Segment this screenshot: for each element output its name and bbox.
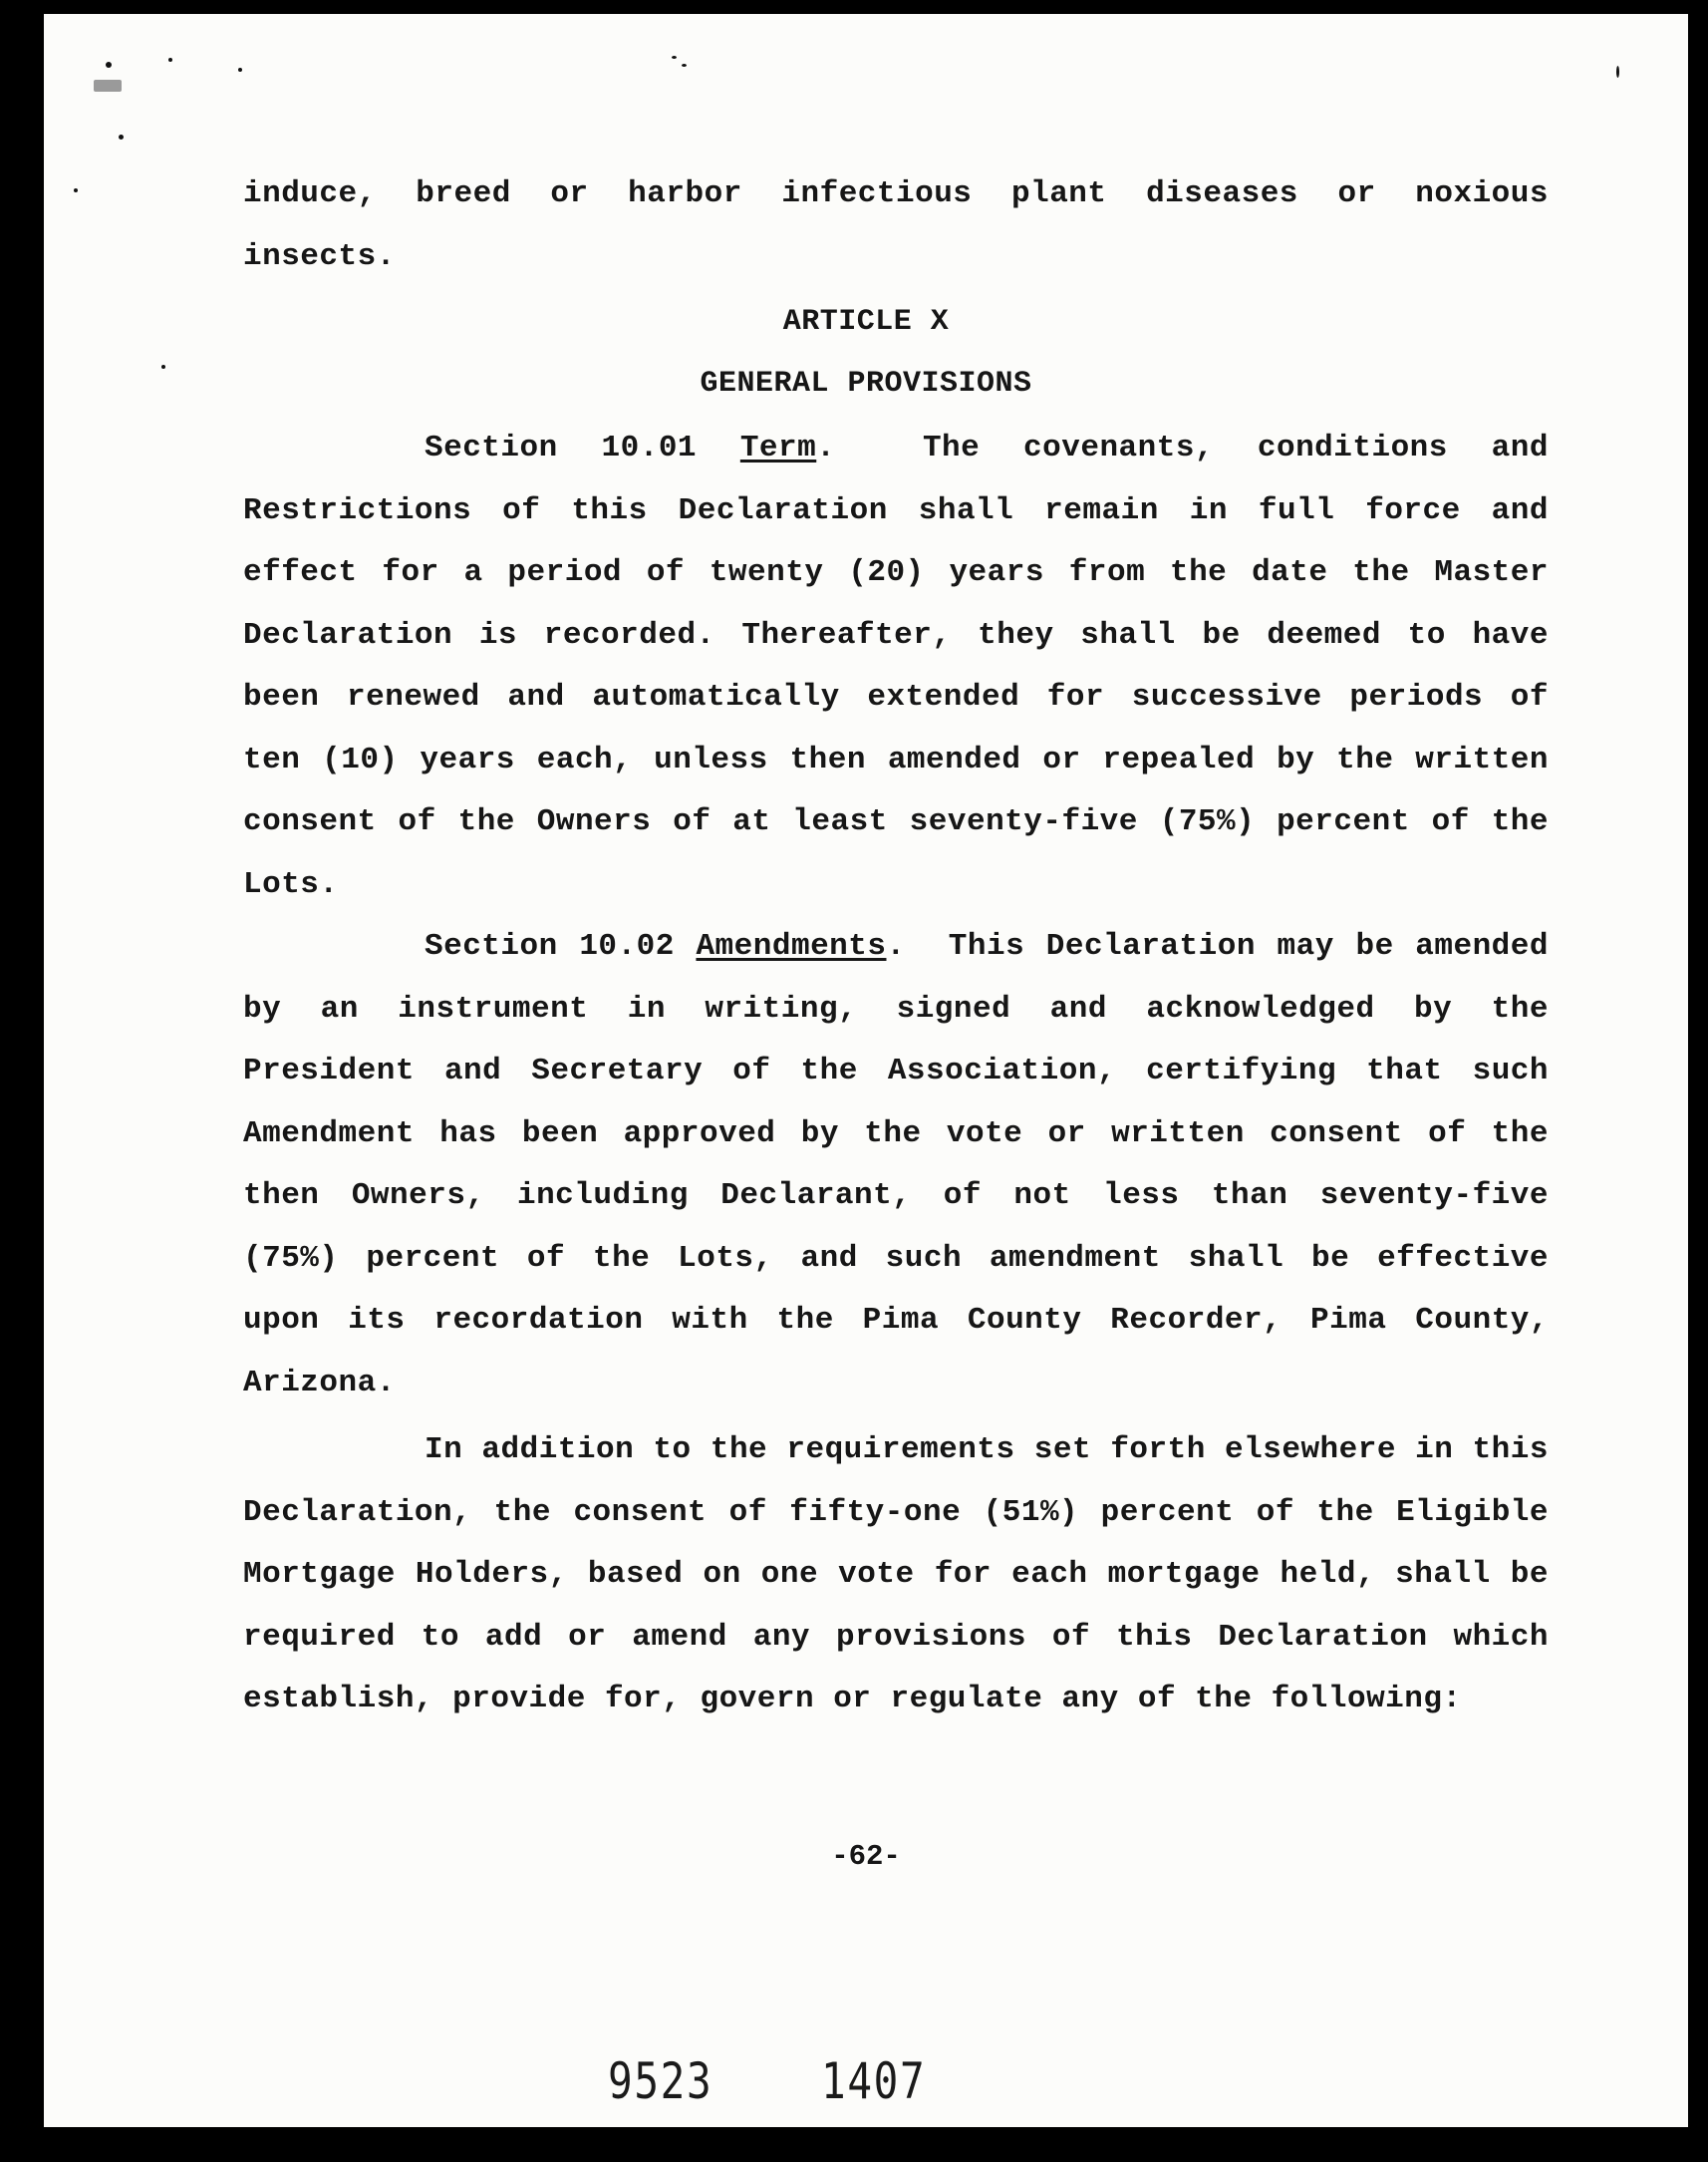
addition-block [243,1419,1549,1731]
article-title: ARTICLE X [782,305,950,339]
addition-paragraph: In addition to the requirements set forth elsewhere in this Declaration, the consent of fifty-one (51%) percent of the Eligible Mortgage Holders, based on one vote for each mortgage held, shall be required to add or amend any provisions of this Declaration which establish, provide for, govern or regulate any of the following: [243,1432,1549,1716]
scan-speck [94,80,122,92]
section-text: The covenants, conditions and Restrictions of this Declaration shall remain in full force and effect for a period of twenty (20) years from the date the Master Declaration is recorded. Thereafter, they shall be deemed to have been renewed and automatically extended for successive periods of ten (10) years each, unless then amended or repealed by the written consent of the Owners of at least seventy-five (75%) percent of the Lots. [243,431,1549,902]
page-number: -62- [831,1840,901,1873]
continuation-paragraph: induce, breed or harbor infectious plant diseases or noxious insects. [243,176,1549,274]
section-heading: Amendments [696,929,887,964]
scan-speck [119,135,124,140]
scan-speck [682,64,687,67]
scan-speck [238,68,242,72]
section-label: Section 10.02 [425,929,675,964]
recording-page-number: 1407 [821,2052,927,2110]
document-page [44,14,1688,2127]
scan-speck [106,62,112,68]
section-heading: Term [739,431,817,465]
section-text: This Declaration may be amended by an instrument in writing, signed and acknowledged by the President and Secretary of the Association, certifying that such Amendment has been approved by the vote or written consent of the then Owners, including Declarant, of not less than seventy-five (75%) percent of the Lots, and such amendment shall be effective upon its recordation with the Pima County Recorder, Pima County, Arizona. [243,929,1549,1400]
section-10-01: Section 10.01 Term. The covenants, conditions and Restrictions of this Declaration shall remain in full force and effect for a period of twenty (20) years from the date the Master Declaration is recorded. Thereafter, they shall be deemed to have been renewed and automatically extended for successive periods of ten (10) years each, unless then amended or repealed by the written consent of the Owners of at least seventy-five (75%) percent of the Lots. [243,431,1549,902]
recording-book-number: 9523 [608,2052,713,2110]
scan-speck [1616,66,1619,78]
scan-speck [74,188,78,192]
scan-speck [672,56,677,59]
scan-speck [168,58,172,62]
section-10-02: Section 10.02 Amendments. This Declaration may be amended by an instrument in writing, signed and acknowledged by the President and Secretary of the Association, certifying that such Amendment has been approved by the vote or written consent of the then Owners, including Declarant, of not less than seventy-five (75%) percent of the Lots, and such amendment shall be effective upon its recordation with the Pima County Recorder, Pima County, Arizona. [243,929,1549,1400]
article-subtitle: GENERAL PROVISIONS [700,367,1032,401]
section-label: Section 10.01 [425,431,698,465]
body-text [243,163,1549,288]
